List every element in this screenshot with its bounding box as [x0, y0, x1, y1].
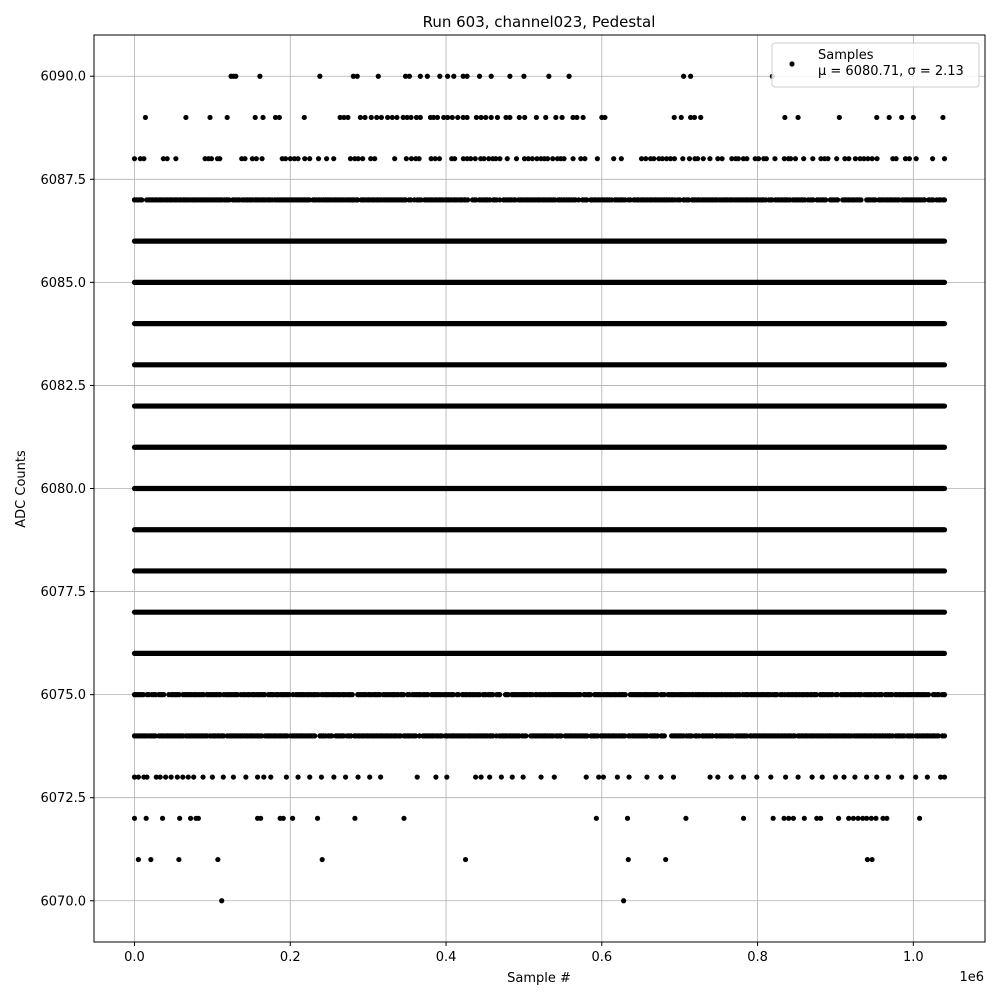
data-point [552, 774, 557, 779]
data-point [418, 115, 423, 120]
data-point [392, 156, 397, 161]
data-point [132, 692, 137, 697]
data-point [680, 156, 685, 161]
data-point [663, 857, 668, 862]
data-point [180, 774, 185, 779]
data-point [561, 156, 566, 161]
y-tick-label: 6072.5 [40, 791, 86, 807]
data-point [372, 156, 377, 161]
data-point [942, 733, 947, 738]
data-point [907, 156, 912, 161]
data-point [942, 774, 947, 779]
data-point [715, 774, 720, 779]
data-point [464, 115, 469, 120]
data-point [362, 115, 367, 120]
data-point [295, 774, 300, 779]
data-point [836, 816, 841, 821]
data-point [207, 115, 212, 120]
data-point [132, 816, 137, 821]
data-point [823, 197, 828, 202]
data-point [681, 74, 686, 79]
data-point [281, 816, 286, 821]
data-point [595, 156, 600, 161]
data-point [795, 115, 800, 120]
data-point [316, 156, 321, 161]
data-point [478, 115, 483, 120]
data-point [257, 74, 262, 79]
data-point [820, 774, 825, 779]
x-tick-label: 0.8 [747, 950, 768, 965]
data-point [312, 733, 317, 738]
data-point [914, 156, 919, 161]
data-point [574, 115, 579, 120]
data-point [378, 774, 383, 779]
data-point [191, 774, 196, 779]
data-point [385, 115, 390, 120]
legend-entry-samples: Samples [818, 48, 874, 63]
data-point [415, 774, 420, 779]
data-point [505, 156, 510, 161]
data-point [837, 115, 842, 120]
data-point [584, 774, 589, 779]
data-point [225, 115, 230, 120]
data-point [497, 692, 502, 697]
data-point [148, 857, 153, 862]
data-point [463, 857, 468, 862]
data-point [307, 774, 312, 779]
data-point [141, 156, 146, 161]
data-point [846, 816, 851, 821]
data-point [331, 774, 336, 779]
data-point [869, 816, 874, 821]
data-point [695, 156, 700, 161]
data-point [425, 74, 430, 79]
data-point [942, 692, 947, 697]
data-point [913, 774, 918, 779]
data-point [546, 74, 551, 79]
data-point [707, 774, 712, 779]
data-point [543, 115, 548, 120]
data-point [853, 156, 858, 161]
data-point [510, 774, 515, 779]
data-point [196, 816, 201, 821]
data-point [602, 115, 607, 120]
y-tick-label: 6070.0 [40, 894, 86, 910]
data-point [899, 115, 904, 120]
data-point [317, 74, 322, 79]
data-point [416, 156, 421, 161]
data-point [374, 115, 379, 120]
data-point [707, 156, 712, 161]
data-point [517, 115, 522, 120]
data-point [672, 156, 677, 161]
data-point [621, 898, 626, 903]
data-point [231, 774, 236, 779]
data-point [407, 74, 412, 79]
data-point [514, 156, 519, 161]
data-point [873, 816, 878, 821]
data-point [473, 774, 478, 779]
data-point [495, 115, 500, 120]
data-point [899, 774, 904, 779]
data-point [781, 816, 786, 821]
data-point [688, 74, 693, 79]
data-point [183, 115, 188, 120]
data-point [687, 156, 692, 161]
data-point [802, 816, 807, 821]
data-point [833, 774, 838, 779]
data-point [869, 857, 874, 862]
data-point [741, 774, 746, 779]
data-point [376, 74, 381, 79]
data-point [783, 774, 788, 779]
data-point [450, 115, 455, 120]
data-point [825, 156, 830, 161]
x-tick-label: 0.6 [591, 950, 613, 965]
data-point [445, 74, 450, 79]
data-point [858, 197, 863, 202]
legend-stats: μ = 6080.71, σ = 2.13 [818, 64, 964, 79]
data-point [942, 197, 947, 202]
data-point [926, 692, 931, 697]
data-point [651, 156, 656, 161]
data-point [324, 156, 329, 161]
data-point [626, 857, 631, 862]
data-point [643, 156, 648, 161]
data-point [352, 816, 357, 821]
data-point [169, 774, 174, 779]
data-point [834, 156, 839, 161]
data-point [835, 197, 840, 202]
data-point [662, 733, 667, 738]
data-point [782, 115, 787, 120]
data-point [489, 115, 494, 120]
data-point [521, 74, 526, 79]
y-tick-label: 6087.5 [40, 172, 86, 188]
data-point [864, 774, 869, 779]
data-point [772, 156, 777, 161]
data-point [465, 197, 470, 202]
data-point [219, 898, 224, 903]
data-point [788, 156, 793, 161]
data-point [284, 774, 289, 779]
data-point [801, 156, 806, 161]
data-point [435, 115, 440, 120]
data-point [360, 156, 365, 161]
data-point [874, 156, 879, 161]
data-point [452, 156, 457, 161]
data-point [884, 816, 889, 821]
data-point [253, 115, 258, 120]
data-point [567, 74, 572, 79]
data-point [408, 115, 413, 120]
data-point [701, 156, 706, 161]
x-tick-label: 0.0 [124, 950, 145, 965]
data-point [315, 816, 320, 821]
data-point [611, 156, 616, 161]
data-point [911, 115, 916, 120]
data-point [644, 774, 649, 779]
data-point [307, 156, 312, 161]
y-tick-label: 6085.0 [40, 275, 86, 291]
data-point [925, 774, 930, 779]
data-point [200, 774, 205, 779]
data-point [477, 74, 482, 79]
legend-marker [789, 61, 794, 66]
data-point [768, 774, 773, 779]
data-point [497, 156, 502, 161]
data-point [729, 774, 734, 779]
data-point [444, 774, 449, 779]
y-tick-label: 6090.0 [40, 69, 86, 85]
data-point [679, 115, 684, 120]
data-point [358, 115, 363, 120]
data-point [455, 115, 460, 120]
data-point [852, 774, 857, 779]
data-point [418, 74, 423, 79]
data-point [433, 774, 438, 779]
data-point [437, 156, 442, 161]
data-point [390, 115, 395, 120]
data-point [173, 156, 178, 161]
data-point [320, 857, 325, 862]
data-point [481, 156, 486, 161]
data-point [143, 115, 148, 120]
data-point [188, 816, 193, 821]
data-point [473, 156, 478, 161]
data-point [874, 774, 879, 779]
x-axis-label: Sample # [507, 971, 571, 986]
data-point [553, 115, 558, 120]
data-point [254, 156, 259, 161]
data-point [277, 115, 282, 120]
data-point [260, 115, 265, 120]
data-point [217, 156, 222, 161]
data-point [132, 733, 137, 738]
x-tick-label: 0.4 [435, 950, 457, 965]
data-point [894, 156, 899, 161]
data-point [507, 115, 512, 120]
data-point [887, 115, 892, 120]
data-point [810, 156, 815, 161]
data-point [356, 156, 361, 161]
data-point [534, 115, 539, 120]
data-point [846, 156, 851, 161]
data-point [255, 774, 260, 779]
y-axis-label: ADC Counts [14, 450, 29, 528]
data-point [756, 156, 761, 161]
data-point [483, 115, 488, 120]
data-point [623, 692, 628, 697]
data-point [345, 115, 350, 120]
data-point [764, 156, 769, 161]
data-point [474, 115, 479, 120]
data-point [445, 115, 450, 120]
data-point [369, 115, 374, 120]
data-point [615, 774, 620, 779]
data-point [175, 774, 180, 779]
x-tick-label: 1.0 [903, 950, 924, 965]
data-point [404, 156, 409, 161]
data-point [522, 115, 527, 120]
data-point [210, 774, 215, 779]
data-point [161, 692, 166, 697]
x-axis-offset-label: 1e6 [959, 970, 984, 985]
data-point [683, 816, 688, 821]
data-point [855, 816, 860, 821]
data-point [810, 774, 815, 779]
data-point [464, 74, 469, 79]
data-point [698, 115, 703, 120]
data-point [870, 156, 875, 161]
data-point [851, 816, 856, 821]
data-point [545, 156, 550, 161]
data-point [295, 156, 300, 161]
data-point [791, 816, 796, 821]
data-point [302, 115, 307, 120]
data-point [741, 816, 746, 821]
data-point [331, 156, 336, 161]
data-point [793, 156, 798, 161]
data-point [379, 115, 384, 120]
data-point [468, 156, 473, 161]
data-point [394, 115, 399, 120]
data-point [559, 115, 564, 120]
data-point [343, 774, 348, 779]
data-point [221, 774, 226, 779]
data-point [302, 156, 307, 161]
y-tick-label: 6075.0 [40, 688, 86, 704]
data-point [319, 774, 324, 779]
data-point [582, 156, 587, 161]
data-point [917, 816, 922, 821]
data-point [601, 774, 606, 779]
data-point [139, 197, 144, 202]
data-point [144, 816, 149, 821]
data-point [215, 857, 220, 862]
data-point [594, 816, 599, 821]
data-point [259, 156, 264, 161]
data-point [744, 156, 749, 161]
data-point [538, 774, 543, 779]
data-point [176, 857, 181, 862]
data-point [355, 774, 360, 779]
data-point [136, 774, 141, 779]
data-point [626, 774, 631, 779]
data-point [136, 857, 141, 862]
data-point [132, 156, 137, 161]
data-point [754, 774, 759, 779]
data-point [177, 816, 182, 821]
data-point [283, 156, 288, 161]
data-point [258, 816, 263, 821]
data-point [507, 74, 512, 79]
data-point [736, 156, 741, 161]
data-point [672, 115, 677, 120]
data-point [523, 733, 528, 738]
data-point [930, 156, 935, 161]
data-point [521, 774, 526, 779]
data-point [160, 816, 165, 821]
data-point [719, 156, 724, 161]
data-point [268, 774, 273, 779]
data-point [437, 74, 442, 79]
data-point [619, 156, 624, 161]
data-point [625, 816, 630, 821]
data-point [367, 774, 372, 779]
data-point [209, 156, 214, 161]
data-point [290, 816, 295, 821]
data-point [355, 74, 360, 79]
data-point [570, 156, 575, 161]
data-point [865, 857, 870, 862]
data-point [165, 156, 170, 161]
y-tick-label: 6080.0 [40, 482, 86, 497]
data-point [771, 816, 776, 821]
data-point [499, 774, 504, 779]
data-point [942, 156, 947, 161]
data-point [132, 197, 137, 202]
data-point [478, 774, 483, 779]
data-point [786, 816, 791, 821]
data-point [581, 115, 586, 120]
data-point [144, 774, 149, 779]
data-point [242, 156, 247, 161]
data-point [451, 74, 456, 79]
data-point [550, 156, 555, 161]
data-point [158, 774, 163, 779]
data-point [530, 156, 535, 161]
chart-title: Run 603, channel023, Pedestal [422, 13, 656, 31]
data-point [401, 816, 406, 821]
data-point [940, 115, 945, 120]
y-tick-label: 6082.5 [40, 378, 86, 394]
legend [772, 43, 979, 87]
data-point [874, 115, 879, 120]
data-point [489, 74, 494, 79]
y-tick-label: 6077.5 [40, 585, 86, 601]
data-point [671, 774, 676, 779]
data-point [886, 774, 891, 779]
data-point [350, 692, 355, 697]
x-tick-label: 0.2 [279, 950, 301, 965]
data-point [243, 774, 248, 779]
data-point [261, 774, 266, 779]
data-point [163, 774, 168, 779]
data-point [818, 816, 823, 821]
data-point [233, 74, 238, 79]
data-point [596, 774, 601, 779]
data-point [658, 774, 663, 779]
data-point [692, 115, 697, 120]
data-point [186, 774, 191, 779]
data-point [487, 774, 492, 779]
data-point [795, 774, 800, 779]
data-point [841, 774, 846, 779]
data-point [864, 816, 869, 821]
